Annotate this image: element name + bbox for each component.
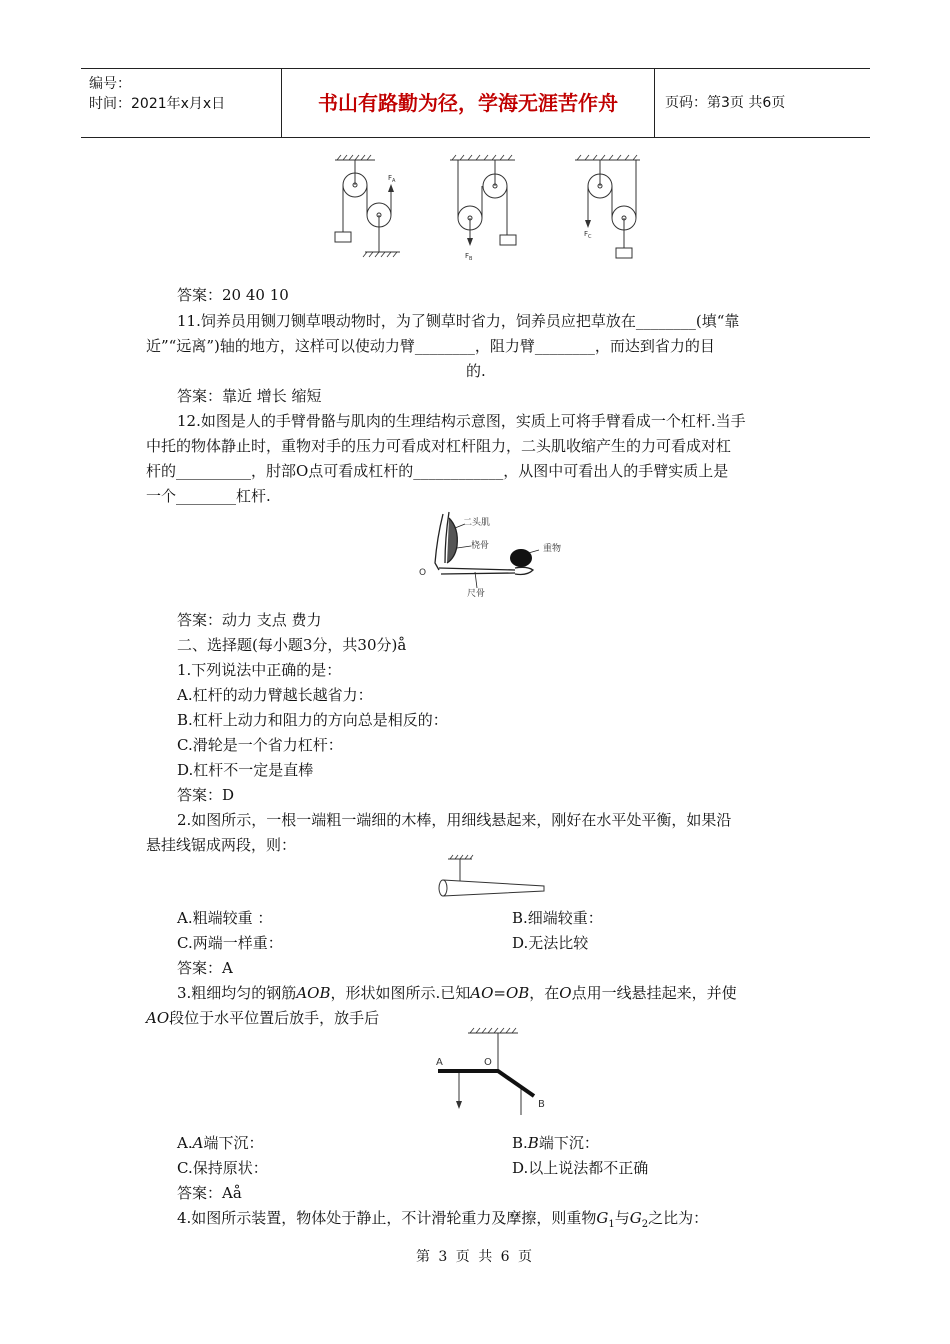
doc-time: 时间：2021年x月x日 [89,96,226,112]
arm-figure [415,508,575,600]
label-pivot-o: O [419,568,427,578]
q3-option-b: B.B端下沉： [512,1134,599,1152]
q12-line3: 杆的__________，肘部O点可看成杠杆的____________，从图中可看出人的手臂实质上是 [146,462,729,480]
q2-option-b: B.细端较重： [512,909,603,927]
label-radius: 桡骨 [471,541,490,551]
q3-option-d: D.以上说法都不正确 [512,1159,649,1177]
q4-stem: 4.如图所示装置，物体处于静止，不计滑轮重力及摩擦，则重物$G_1$与$G_2$之比为： [177,1209,709,1230]
force-label-c: $F_C$ [584,230,592,240]
q12-line2: 中托的物体静止时，重物对手的压力可看成对杠杆阻力，二头肌收缩产生的力可看成对杠 [146,437,732,455]
force-label-b: $F_B$ [465,252,473,262]
answer-12: 答案：动力 支点 费力 [177,611,322,629]
doc-number: 编号： [89,76,131,92]
stick-figure [432,853,552,901]
q2-option-c: C.两端一样重： [177,934,283,952]
q11-line3: 的. [466,362,486,380]
label-ulna: 尺骨 [467,589,486,599]
header-meta [81,69,282,137]
pulley-figure [330,150,660,265]
q3-line2: AO段位于水平位置后放手，放手后 [146,1009,380,1027]
q12-line1: 12.如图是人的手臂骨骼与肌肉的生理结构示意图，实质上可将手臂看成一个杠杆.当手 [177,412,746,430]
label-b: B [538,1099,545,1110]
q1-option-b: B.杠杆上动力和阻力的方向总是相反的： [177,711,448,729]
page-footer: 第 3 页 共 6 页 [415,1249,535,1265]
q3-option-c: C.保持原状： [177,1159,268,1177]
q12-line4: 一个________杠杆. [146,487,271,505]
q11-line1: 11.饲养员用铡刀铡草喂动物时，为了铡草时省力，饲养员应把草放在________(填“靠 [177,312,740,330]
q2-option-a: A.粗端较重 ： [177,909,273,927]
bent-bar-figure [430,1023,560,1115]
q3-line1: 3.粗细均匀的钢筋AOB，形状如图所示.已知AO=OB，在O点用一线悬挂起来，并使 [177,984,737,1002]
q2-option-d: D.无法比较 [512,934,589,952]
header-page-info: 页码：第3页 共6页 [665,95,786,111]
q3-option-a: A.A端下沉： [177,1134,264,1152]
label-biceps: 二头肌 [463,518,491,528]
q11-line2: 近”“远离”)轴的地方，这样可以使动力臂________，阻力臂________，而达到省力的目 [146,337,715,355]
q2-line1: 2.如图所示，一根一端粗一端细的木棒，用细线悬起来，刚好在水平处平衡，如果沿 [177,811,732,829]
q1-option-a: A.杠杆的动力臂越长越省力： [177,686,373,704]
q1-stem: 1.下列说法中正确的是： [177,661,342,679]
q1-option-c: C.滑轮是一个省力杠杆： [177,736,343,754]
q2-line2: 悬挂线锯成两段，则： [146,836,297,854]
header-motto: 书山有路勤为径，学海无涯苦作舟 [282,69,655,137]
page-header [81,68,870,138]
label-weight: 重物 [543,544,562,554]
q1-option-d: D.杠杆不一定是直棒 [177,761,314,779]
label-a: A [436,1057,443,1068]
answer-10: 答案：20 40 10 [177,286,289,304]
answer-11: 答案：靠近 增长 缩短 [177,387,322,405]
answer-q1: 答案：D [177,786,235,804]
label-o: O [484,1057,492,1068]
answer-q2: 答案：A [177,959,233,977]
answer-q3: 答案：Aå [177,1184,242,1202]
section-heading: 二、选择题(每小题3分，共30分)å [177,636,407,654]
force-label-a: $F_A$ [388,174,396,184]
